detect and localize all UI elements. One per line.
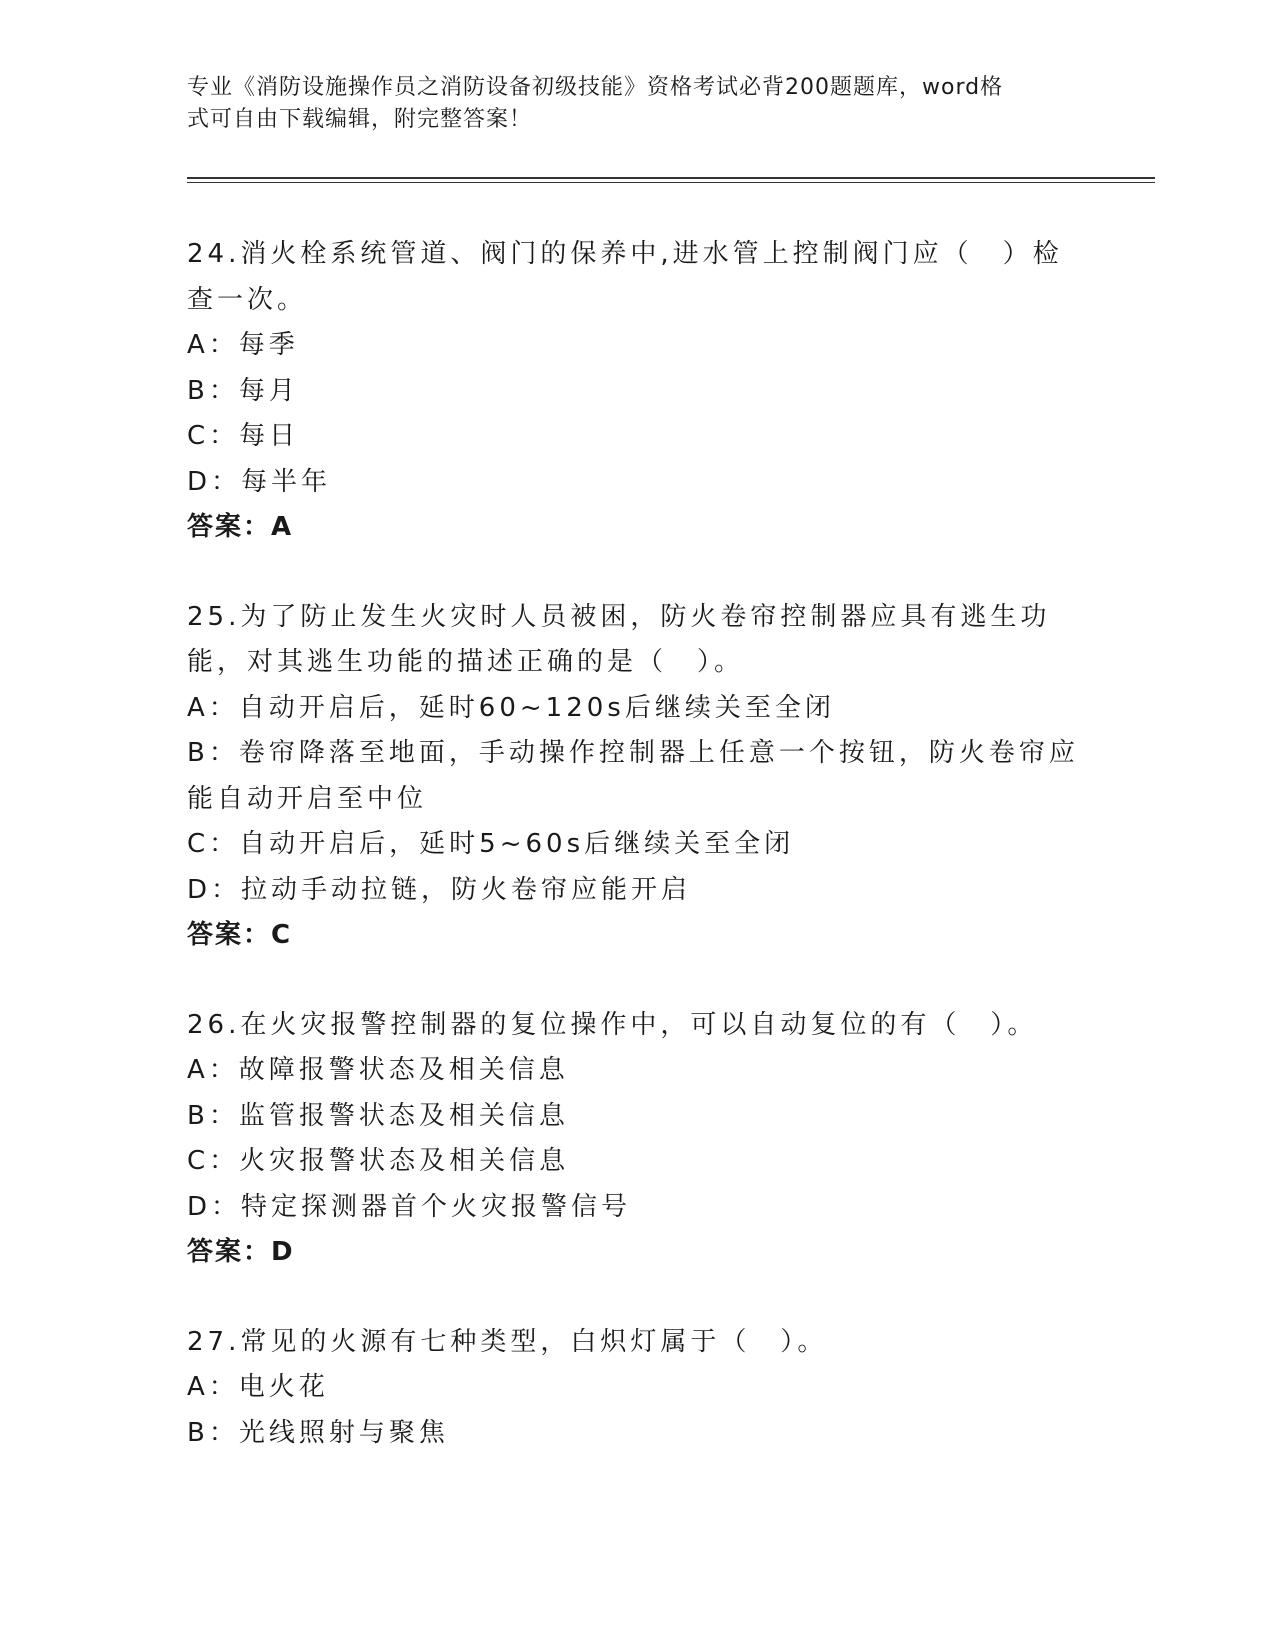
option-a: A：自动开启后，延时60~120s后继续关至全闭 [187, 692, 835, 723]
option-c: C：火灾报警状态及相关信息 [187, 1146, 570, 1176]
answer: 答案：D [187, 1237, 295, 1267]
question-text: 25.为了防止发生火灾时人员被困，防火卷帘控制器应具有逃生功能，对其逃生功能的描述正确的是（ ）。 [187, 601, 1051, 677]
option-b: B：卷帘降落至地面，手动操作控制器上任意一个按钮，防火卷帘应能自动开启至中位 [187, 738, 1079, 814]
question-24 [187, 232, 1087, 551]
answer: 答案：C [187, 920, 293, 950]
option-b: B：光线照射与聚焦 [187, 1417, 449, 1448]
option-d: D：特定探测器首个火灾报警信号 [187, 1191, 632, 1222]
option-a: A：故障报警状态及相关信息 [187, 1055, 569, 1085]
answer: 答案：A [187, 512, 294, 542]
option-a: A：每季 [187, 330, 299, 360]
question-text: 24.消火栓系统管道、阀门的保养中,进水管上控制阀门应（ ）检查一次。 [187, 239, 1063, 315]
option-b: B：监管报警状态及相关信息 [187, 1100, 569, 1131]
header-divider-thick [187, 177, 1155, 179]
question-25 [187, 595, 1087, 959]
header-divider-thin [187, 182, 1155, 183]
question-26 [187, 1003, 1087, 1276]
option-a: A：电火花 [187, 1372, 329, 1402]
option-d: D：拉动手动拉链，防火卷帘应能开启 [187, 874, 692, 905]
document-header [187, 72, 1087, 136]
option-b: B：每月 [187, 375, 299, 406]
question-27 [187, 1320, 1087, 1457]
question-text: 26.在火灾报警控制器的复位操作中，可以自动复位的有（ ）。 [187, 1009, 1038, 1040]
question-text: 27.常见的火源有七种类型，白炽灯属于（ ）。 [187, 1326, 828, 1357]
header-line-1: 专业《消防设施操作员之消防设备初级技能》资格考试必背200题题库，word格 [187, 75, 1004, 100]
header-line-2: 式可自由下载编辑，附完整答案！ [187, 107, 533, 132]
option-c: C：每日 [187, 421, 300, 451]
question-list [187, 232, 1087, 1500]
option-d: D：每半年 [187, 466, 332, 497]
option-c: C：自动开启后，延时5~60s后继续关至全闭 [187, 829, 795, 859]
